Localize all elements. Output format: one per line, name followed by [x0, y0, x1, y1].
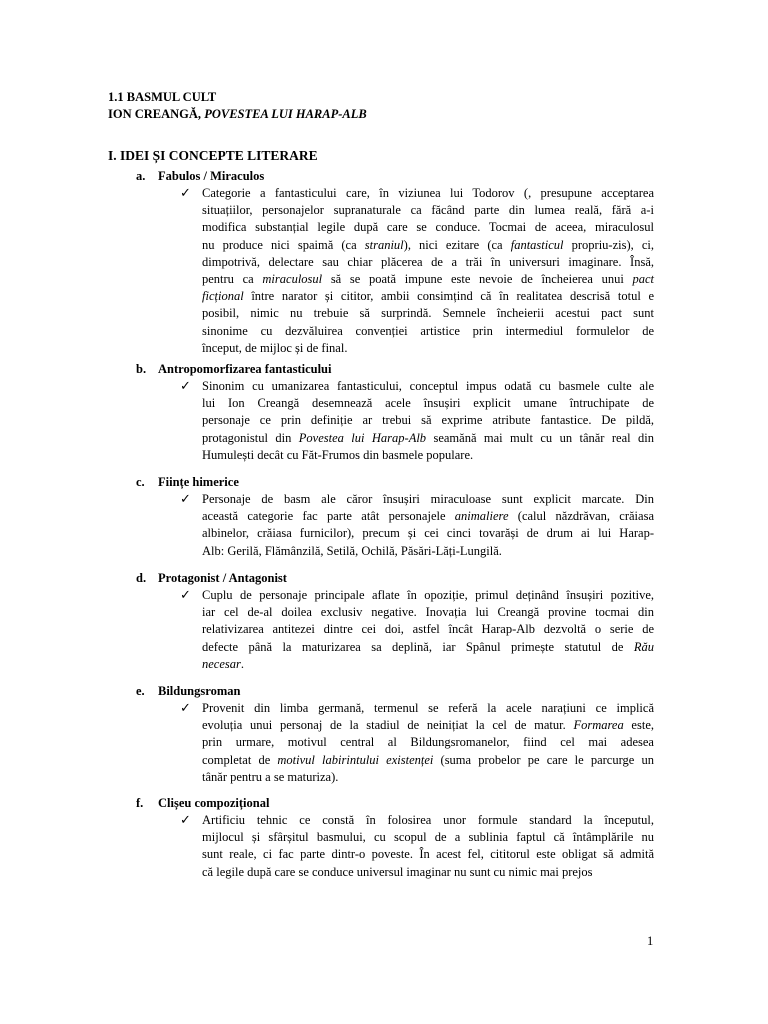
item-letter: f. — [136, 796, 144, 810]
text-run: ), nici ezitare (ca — [403, 237, 511, 252]
text-run: prin urmare, motivul central al Bildungsromanelor, fiind cel mai adesea — [202, 735, 654, 750]
checkmark-icon: ✓ — [180, 700, 191, 715]
italic-term: necesar — [202, 656, 241, 671]
text-run: . — [240, 656, 244, 671]
italic-term: Formarea — [573, 718, 624, 733]
text-run: sinonime cu dezvăluirea convenției artistice prin intermediul formulelor de — [202, 323, 654, 338]
document-subheading — [108, 106, 367, 123]
work-title: POVESTEA LUI HARAP-ALB — [204, 107, 367, 121]
item-title: Antropomorfizarea fantasticului — [158, 362, 332, 376]
paragraph-line — [202, 237, 654, 254]
text-run: nu produce nici spaimă (ca — [202, 237, 365, 252]
text-run: Artificiu tehnic ce constă în folosirea unor formule standard la începutul, — [202, 813, 654, 827]
text-run: iar cel de-al doilea exclusiv negative. Inovația lui Creangă provine tocmai din — [202, 605, 654, 620]
paragraph-line — [202, 864, 654, 881]
checkmark-icon: ✓ — [180, 491, 191, 506]
text-run: început, de mijloc și de final. — [202, 340, 348, 355]
paragraph-line — [202, 271, 654, 288]
text-run: albinelor, crăiasa furnicilor), precum și cei cinci tovarăși de drum ai lui Harap- — [202, 526, 654, 541]
text-run: Personaje de basm ale căror însușiri miraculoase sunt explicit marcate. Din — [202, 492, 654, 506]
text-run: lui Ion Creangă desemnează acele însușiri explicit umane întruchipate de — [202, 396, 654, 411]
item-letter: d. — [136, 571, 147, 585]
text-run: completat de — [202, 752, 278, 767]
paragraph-line — [202, 430, 654, 447]
text-run: Alb: Gerilă, Flămânzilă, Setilă, Ochilă, Păsări-Lăți-Lungilă. — [202, 543, 502, 558]
text-run: propriu-zis), ci, — [563, 237, 655, 252]
text-run: este, — [623, 718, 654, 733]
item-letter: e. — [136, 684, 145, 698]
paragraph-line — [202, 543, 654, 560]
text-run: pentru ca — [202, 271, 263, 286]
paragraph-line — [202, 323, 654, 340]
checkmark-icon: ✓ — [180, 812, 191, 827]
italic-term: miraculosul — [262, 271, 323, 286]
item-letter: a. — [136, 169, 146, 183]
item-paragraph — [202, 491, 654, 560]
item-title: Fabulos / Miraculos — [158, 169, 265, 183]
text-run: sunt reale, ci fac parte dintr-o poveste. În acest fel, cititorul este obligat să admită — [202, 847, 654, 862]
paragraph-line — [202, 340, 654, 357]
paragraph-line — [202, 395, 654, 412]
text-run: modifica substanțial legile după care se conduce. Tocmai de aceea, miraculosul — [202, 220, 654, 235]
text-run: tânăr pentru a se maturiza). — [202, 769, 339, 784]
item-letter: c. — [136, 475, 145, 489]
paragraph-line — [202, 412, 654, 429]
italic-term: motivul labirintului existenței — [277, 752, 434, 767]
text-run: Provenit din limba germană, termenul se referă la acele narațiuni ce implică — [202, 701, 654, 715]
paragraph-line — [202, 656, 654, 673]
text-run: (calul năzdrăvan, crăiasa — [508, 509, 654, 524]
paragraph-line — [202, 829, 654, 846]
text-run: seamănă mai mult cu un tânăr real din — [426, 430, 654, 445]
paragraph-line — [202, 491, 654, 508]
text-run: Humulești decât cu Făt-Frumos din basmele populare. — [202, 447, 474, 462]
document-heading: 1.1 BASMUL CULT — [108, 90, 217, 104]
text-run: (suma probelor pe care le parcurge un — [433, 752, 654, 767]
text-run: această categorie fac parte atât personajele — [202, 509, 455, 524]
text-run: Categorie a fantasticului care, în viziunea lui Todorov (, presupune acceptarea — [202, 186, 654, 200]
item-letter: b. — [136, 362, 147, 376]
item-title: Ființe himerice — [158, 475, 239, 489]
paragraph-line — [202, 447, 654, 464]
text-run: Cuplu de personaje principale aflate în opoziție, primul deținând însușiri pozitive, — [202, 588, 654, 602]
text-run: defecte până la maturizarea sa deplină, iar Spânul primește statutul de — [202, 639, 634, 654]
checkmark-icon: ✓ — [180, 185, 191, 200]
item-title: Bildungsroman — [158, 684, 241, 698]
paragraph-line — [202, 700, 654, 717]
text-run: personaje ce prin definiție ar trebui să exprime atribute fantastice. De pildă, — [202, 413, 654, 428]
author-name: ION CREANGĂ, — [108, 107, 205, 121]
text-run: Sinonim cu umanizarea fantasticului, conceptul impus odată cu basmele culte ale — [202, 379, 654, 393]
italic-term: Povestea lui Harap-Alb — [298, 430, 427, 445]
text-run: să se poată impune este nevoie de încheierea unui — [322, 271, 633, 286]
paragraph-line — [202, 752, 654, 769]
italic-term: straniul — [364, 237, 404, 252]
checkmark-icon: ✓ — [180, 587, 191, 602]
paragraph-line — [202, 288, 654, 305]
section-title: I. IDEI ȘI CONCEPTE LITERARE — [108, 148, 318, 163]
text-run: protagonistul din — [202, 430, 299, 445]
paragraph-line — [202, 219, 654, 236]
text-run: dimpotrivă, delectare sau chiar plăcerea de a trăi în universuri imaginare. Însă, — [202, 254, 654, 269]
text-run: între narator și cititor, ambii consimțind că în realitatea descrisă totul e — [243, 289, 654, 304]
item-title: Clișeu compozițional — [158, 796, 270, 810]
paragraph-line — [202, 812, 654, 829]
text-run: evoluția unui personaj de la stadiul de neinițiat la cel de matur. — [202, 718, 574, 733]
paragraph-line — [202, 508, 654, 525]
text-run: situațiilor, personajelor supranaturale ca făcând parte din lumea reală, fără a-i — [202, 203, 654, 218]
checkmark-icon: ✓ — [180, 378, 191, 393]
text-run: că legile după care se conduce universul imaginar nu sunt cu nimic mai prejos — [202, 864, 593, 879]
italic-term: ficțional — [202, 289, 244, 304]
paragraph-line — [202, 639, 654, 656]
paragraph-line — [202, 717, 654, 734]
paragraph-line — [202, 305, 654, 322]
text-run: mijlocul și sfârșitul basmului, cu scopul de a sublinia faptul că întâmplările nu — [202, 830, 654, 845]
text-run: relativizarea antitezei dintre cei doi, astfel încât Harap-Alb dezvoltă o serie de — [202, 622, 654, 637]
paragraph-line — [202, 604, 654, 621]
paragraph-line — [202, 525, 654, 542]
paragraph-line — [202, 185, 654, 202]
paragraph-line — [202, 202, 654, 219]
paragraph-line — [202, 769, 654, 786]
italic-term: pact — [632, 271, 655, 286]
item-title: Protagonist / Antagonist — [158, 571, 287, 585]
paragraph-line — [202, 846, 654, 863]
item-paragraph — [202, 700, 654, 786]
item-paragraph — [202, 812, 654, 881]
paragraph-line — [202, 621, 654, 638]
item-paragraph — [202, 587, 654, 673]
item-paragraph — [202, 378, 654, 464]
text-run: posibil, nimic nu trebuie să surprindă. Semnele încheierii acestui pact sunt — [202, 306, 654, 321]
italic-term: Rău — [633, 639, 654, 654]
item-paragraph — [202, 185, 654, 357]
page-number: 1 — [647, 934, 654, 948]
italic-term: animaliere — [454, 509, 509, 524]
paragraph-line — [202, 587, 654, 604]
italic-term: fantasticul — [510, 237, 564, 252]
paragraph-line — [202, 734, 654, 751]
paragraph-line — [202, 378, 654, 395]
paragraph-line — [202, 254, 654, 271]
